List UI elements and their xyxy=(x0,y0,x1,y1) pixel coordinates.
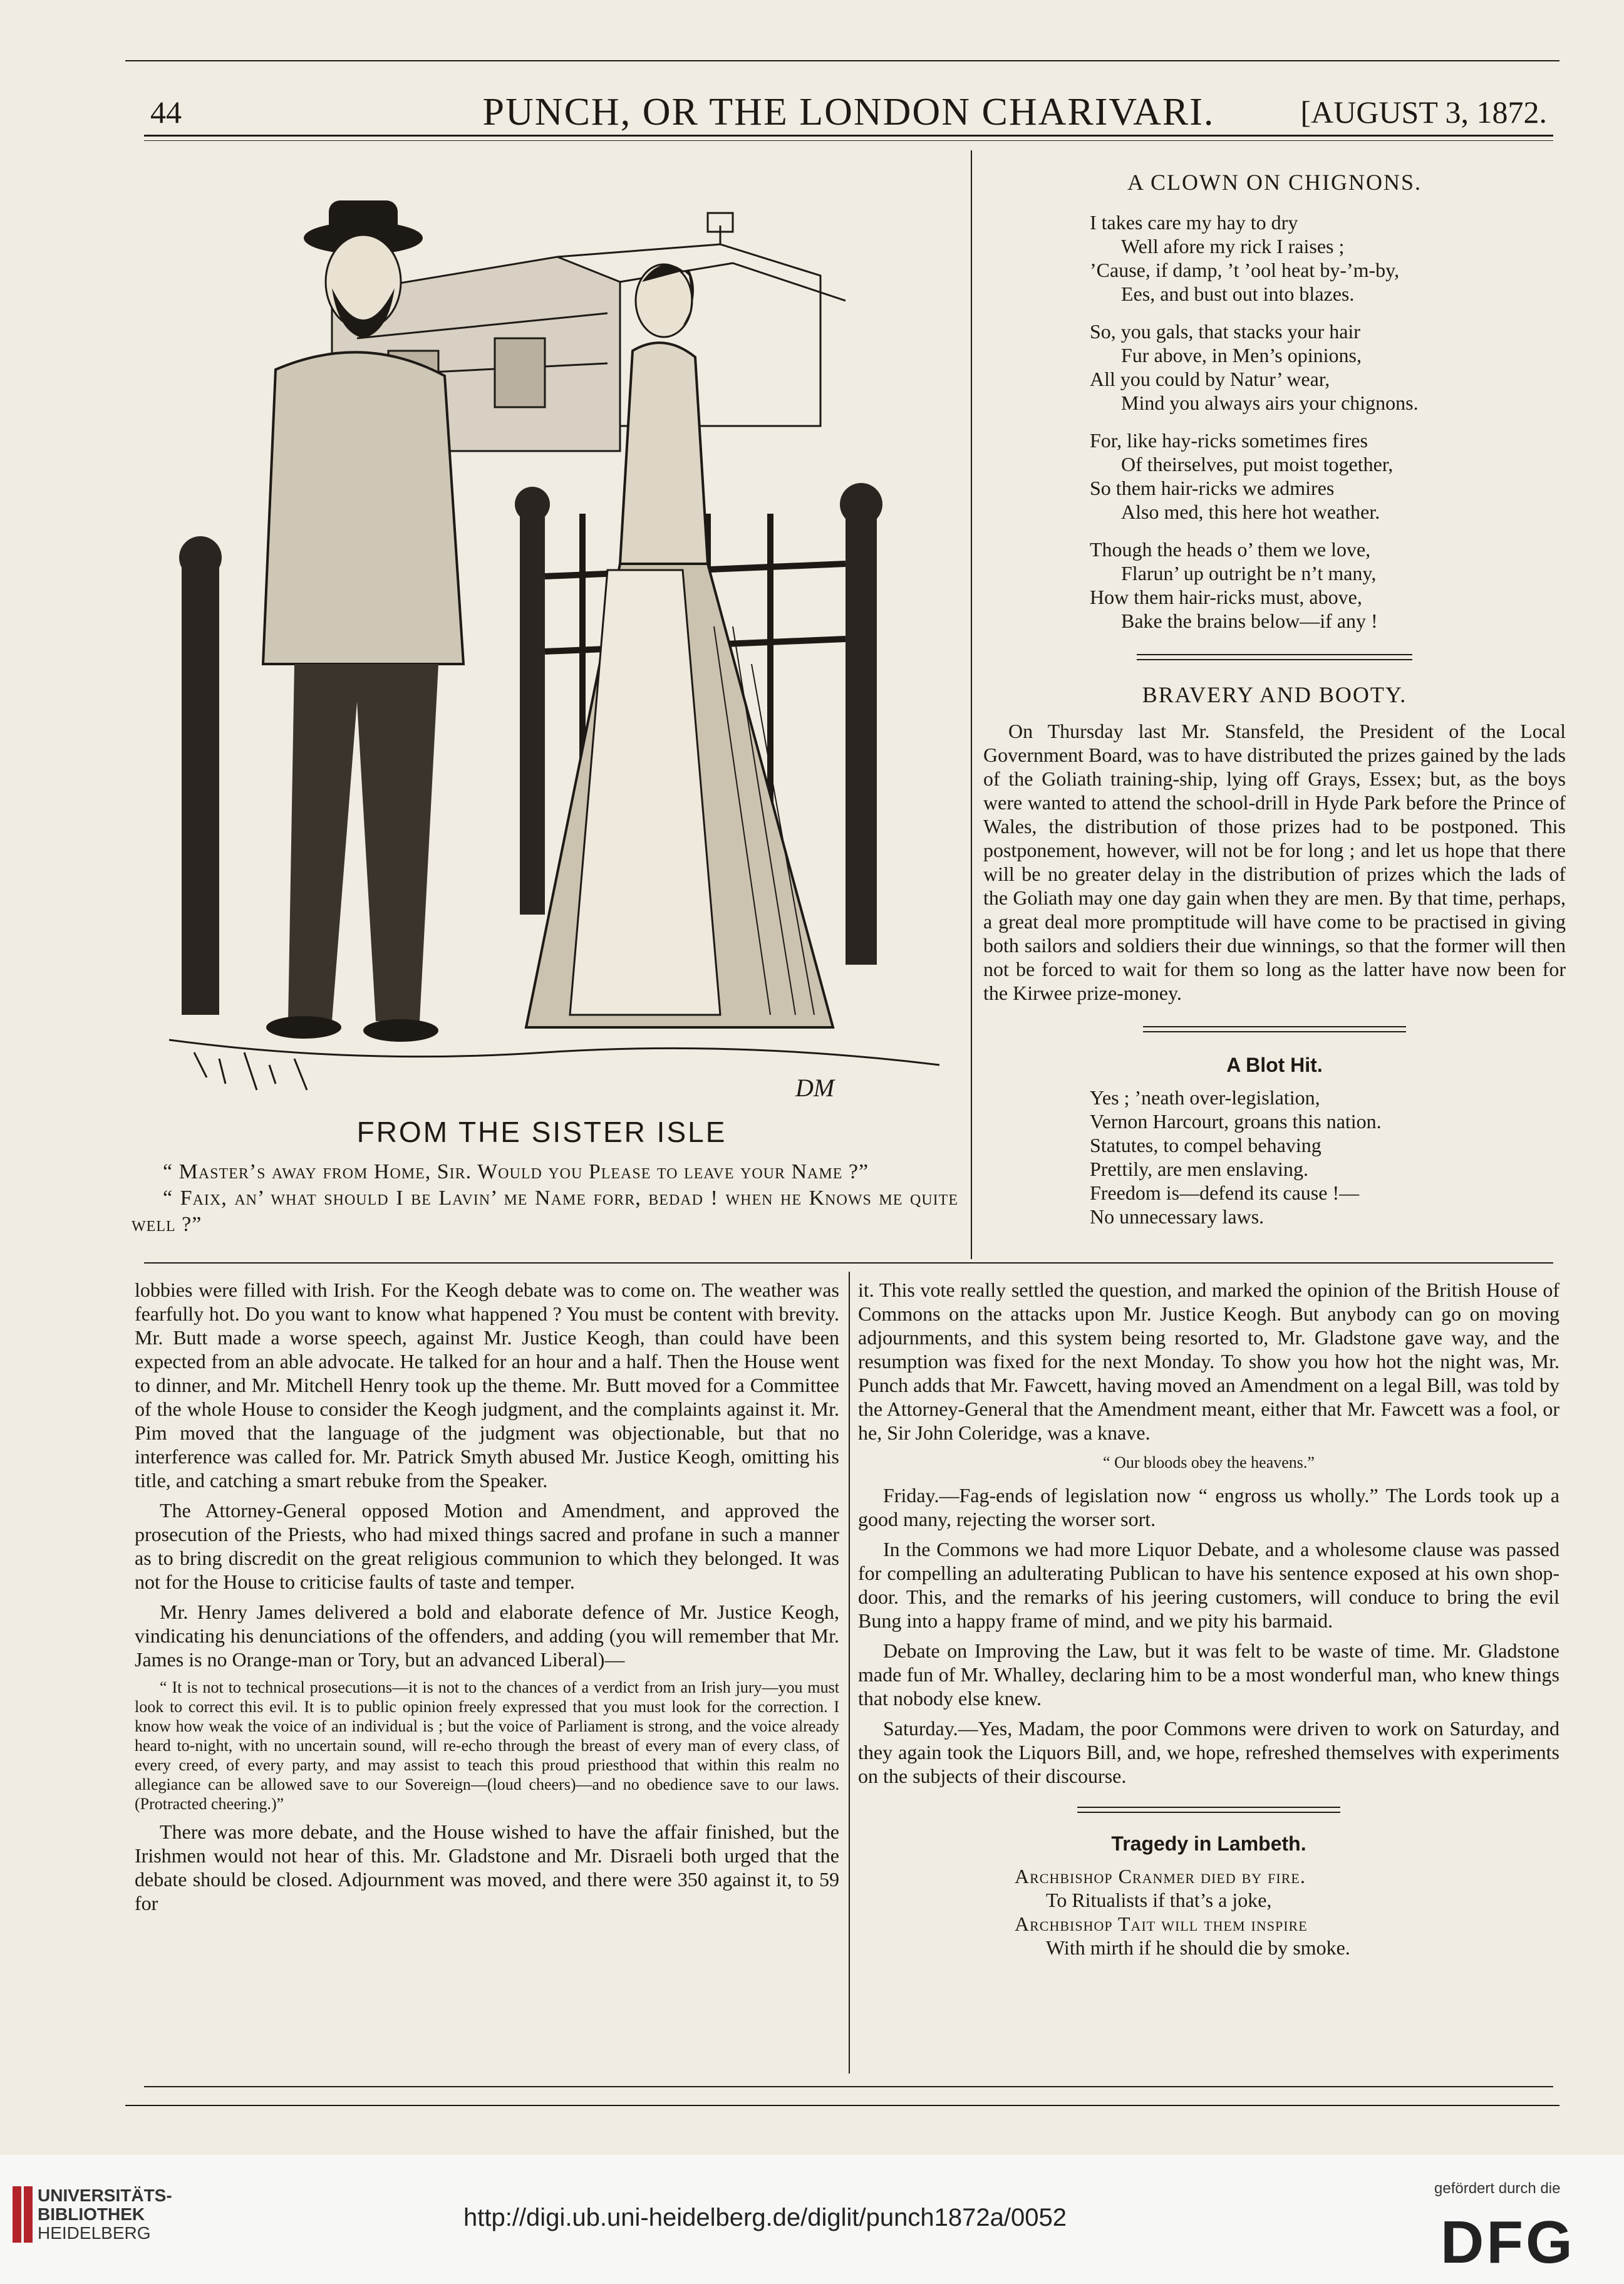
page-number: 44 xyxy=(150,95,182,130)
bravery-text: On Thursday last Mr. Stansfeld, the President of the Local Government Board, was to have distributed the prizes gained by the lads of the Goliath training-ship, lying off Grays, Essex; but, as the boys were wanted to attend the school-drill in Hyde Park before the Prince of Wales, the distribution of those prizes had to be postponed. This postponement, however, will not be for long ; and let us hope that there will be no greater delay in the distribution of prizes which the lads of the Goliath may one day gain when they are men. By that time, perhaps, a great deal more promptitude will have come to be practised in giving both sailors and soldiers their due winnings, so that the former will then not be forced to wait for them so long as the latter have now been for the Kirwee prize-money. xyxy=(983,720,1566,1004)
section-divider xyxy=(144,1262,1553,1264)
parliament-column-right xyxy=(858,1278,1559,1960)
clown-stanza-1 xyxy=(983,210,1566,306)
paragraph: it. This vote really settled the question, and marked the opinion of the British House of Commons on the attacks upon Mr. Justice Keogh. But anybody can go on moving adjournments, and this system being resorted to, Mr. Gladstone gave way, and the resumption was fixed for the next Monday. To show you how hot the night was, Mr. Punch adds that Mr. Fawcett, having moved an Amendment on a legal Bill, was told by the Attorney-General that the Amendment meant, either that Mr. Fawcett was a fool, or he, Sir John Coleridge, was a knave. xyxy=(858,1279,1559,1444)
poem-line: Prettily, are men enslaving. xyxy=(1090,1158,1308,1180)
header-rule xyxy=(144,135,1553,137)
library-name-line: BIBLIOTHEK xyxy=(38,2204,145,2224)
funding-label: gefördert durch die xyxy=(1434,2180,1561,2197)
library-logo-icon xyxy=(13,2186,35,2243)
poem-line: Also med, this here hot weather. xyxy=(1121,501,1380,523)
issue-date: [AUGUST 3, 1872. xyxy=(1300,95,1547,130)
right-column xyxy=(983,169,1566,1228)
cartoon-caption xyxy=(132,1159,958,1238)
digital-library-link[interactable]: http://digi.ub.uni-heidelberg.de/diglit/punch1872a/0052 xyxy=(463,2204,1067,2231)
clown-stanza-3 xyxy=(983,428,1566,524)
paragraph: Friday.—Fag-ends of legislation now “ engross us wholly.” The Lords took up a good many, rejecting the worser sort. xyxy=(858,1484,1559,1530)
library-name-line: HEIDELBERG xyxy=(38,2223,151,2243)
library-name xyxy=(38,2186,172,2243)
library-name-line: UNIVERSITÄTS- xyxy=(38,2186,172,2205)
epigraph: “ Our bloods obey the heavens.” xyxy=(1103,1453,1315,1472)
paragraph: Saturday.—Yes, Madam, the poor Commons were driven to work on Saturday, and they again took the Liquors Bill, and, we hope, refreshed themselves with experiments on the subjects of their discourse. xyxy=(858,1717,1559,1787)
paragraph: The Attorney-General opposed Motion and Amendment, and approved the prosecution of the Priests, who had mixed things sacred and profane in such a manner as to bring discredit on the great religious communion to which they belonged. It was not for the House to criticise faults of taste and temper. xyxy=(135,1499,839,1593)
page-header xyxy=(150,91,1547,138)
poem-line: Yes ; ’neath over-legislation, xyxy=(1090,1086,1320,1109)
paragraph: Mr. Henry James delivered a bold and elaborate defence of Mr. Justice Keogh, vindicating his denunciations of the offenders, and adding (you will remember that Mr. James is no Orange-man or Tory, but an advanced Liberal)— xyxy=(135,1601,839,1671)
poem-line: All you could by Natur’ wear, xyxy=(1090,368,1330,390)
poem-line: Archbishop Tait will them inspire xyxy=(1015,1913,1308,1935)
james-quote: “ It is not to technical prosecutions—it is not to the chances of a verdict from an Irish jury—you must look to correct this evil. It is to public opinion freely expressed that you must look for the correction. I know how weak the voice of an individual is ; but the voice of Parliament is strong, and the voice already heard to-night, with no uncertain sound, will re-echo through the breast of every man of every class, of every creed, of every party, and may assist to teach this proud priesthood that within this realm no allegiance can be allowed save to our Sovereign—(loud cheers)—and no obedience save to our laws. (Protracted cheering.)” xyxy=(135,1678,839,1813)
blot-title: A Blot Hit. xyxy=(1226,1054,1323,1076)
parliament-column-left xyxy=(135,1278,839,1921)
blot-poem xyxy=(983,1086,1566,1228)
poem-line: Mind you always airs your chignons. xyxy=(1121,392,1419,414)
paragraph: There was more debate, and the House wished to have the affair finished, but the Irishmen would not hear of this. Mr. Gladstone and Mr. Disraeli both urged that the debate should be closed. Adjournment was moved, and there were 350 against it, to 59 for xyxy=(135,1820,839,1914)
poem-line: So, you gals, that stacks your hair xyxy=(1090,320,1360,343)
caption-line-1: “ Master’s away from Home, Sir. Would you Please to leave your Name ?” xyxy=(163,1160,869,1183)
poem-line: Though the heads o’ them we love, xyxy=(1090,538,1371,561)
bottom-border xyxy=(125,2105,1559,2106)
poem-line: Of theirselves, put moist together, xyxy=(1121,453,1394,475)
caption-line-2: “ Faix, an’ what should I be Lavin’ me Name forr, bedad ! when he Knows me quite well ?” xyxy=(132,1186,958,1236)
top-border xyxy=(125,60,1559,61)
separator xyxy=(1137,654,1412,660)
poem-line: Statutes, to compel behaving xyxy=(1090,1134,1321,1156)
separator xyxy=(1143,1026,1406,1032)
artist-signature: DM xyxy=(795,1074,835,1102)
clown-title: A CLOWN ON CHIGNONS. xyxy=(1127,170,1422,195)
poem-line: So them hair-ricks we admires xyxy=(1090,477,1335,499)
clown-stanza-4 xyxy=(983,537,1566,633)
column-divider-top xyxy=(971,150,972,1259)
poem-line: For, like hay-ricks sometimes fires xyxy=(1090,429,1368,452)
cartoon-title: FROM THE SISTER ISLE xyxy=(356,1116,727,1148)
poem-line: Bake the brains below—if any ! xyxy=(1121,610,1378,632)
dfg-logo: DFG xyxy=(1440,2209,1575,2276)
poem-line: Fur above, in Men’s opinions, xyxy=(1121,344,1362,366)
separator xyxy=(1077,1807,1340,1813)
bravery-article xyxy=(983,719,1566,1005)
paragraph: lobbies were filled with Irish. For the Keogh debate was to come on. The weather was fearfully hot. Do you want to know what happened ? You must be content with brevity. Mr. Butt made a worse speech, against Mr. Justice Keogh, than could have been expected from an able advocate. He talked for an hour and a half. Then the House went to dinner, and Mr. Mitchell Henry took up the theme. Mr. Butt moved for a Committee of the whole House to consider the Keogh judgment, and the complaints against it. Mr. Pim moved that the language of the judgment was objectionable, but that no interference was called for. Mr. Patrick Smyth abused Mr. Justice Keogh, omitting his title, and catching a smart rebuke from the Speaker. xyxy=(135,1279,839,1492)
column-divider-bottom xyxy=(849,1272,850,2074)
poem-line: Well afore my rick I raises ; xyxy=(1121,235,1345,257)
poem-line: Ees, and bust out into blazes. xyxy=(1121,283,1355,305)
tragedy-poem xyxy=(858,1864,1559,1960)
tragedy-title: Tragedy in Lambeth. xyxy=(1111,1832,1306,1855)
poem-line: ’Cause, if damp, ’t ’ool heat by-’m-by, xyxy=(1090,259,1400,281)
poem-line: Archbishop Cranmer died by fire. xyxy=(1015,1865,1306,1887)
poem-line: How them hair-ricks must, above, xyxy=(1090,586,1362,608)
poem-line: To Ritualists if that’s a joke, xyxy=(1046,1889,1272,1911)
paragraph: In the Commons we had more Liquor Debate, and a wholesome clause was passed for compelling an adulterating Publican to have his sentence exposed at his own shop-door. This, and the remarks of his jeering customers, will conduce to bring the evil Bung into a happy frame of mind, and we pity his barmaid. xyxy=(858,1538,1559,1632)
masthead-title: PUNCH, OR THE LONDON CHARIVARI. xyxy=(482,91,1215,133)
poem-line: I takes care my hay to dry xyxy=(1090,211,1298,234)
poem-line: Flarun’ up outright be n’t many, xyxy=(1121,562,1377,584)
paragraph: Debate on Improving the Law, but it was felt to be waste of time. Mr. Gladstone made fun of Mr. Whalley, declaring him to be a most wonderful man, who knew things that nobody else knew. xyxy=(858,1639,1559,1710)
cartoon-illustration xyxy=(169,188,939,1109)
poem-line: Freedom is—defend its cause !— xyxy=(1090,1181,1360,1204)
poem-line: No unnecessary laws. xyxy=(1090,1205,1265,1228)
clown-stanza-2 xyxy=(983,319,1566,415)
bottom-rule xyxy=(144,2086,1553,2087)
poem-line: With mirth if he should die by smoke. xyxy=(1046,1936,1350,1959)
poem-line: Vernon Harcourt, groans this nation. xyxy=(1090,1110,1382,1133)
header-rule-thin xyxy=(144,140,1553,141)
bravery-title: BRAVERY AND BOOTY. xyxy=(1142,682,1407,707)
